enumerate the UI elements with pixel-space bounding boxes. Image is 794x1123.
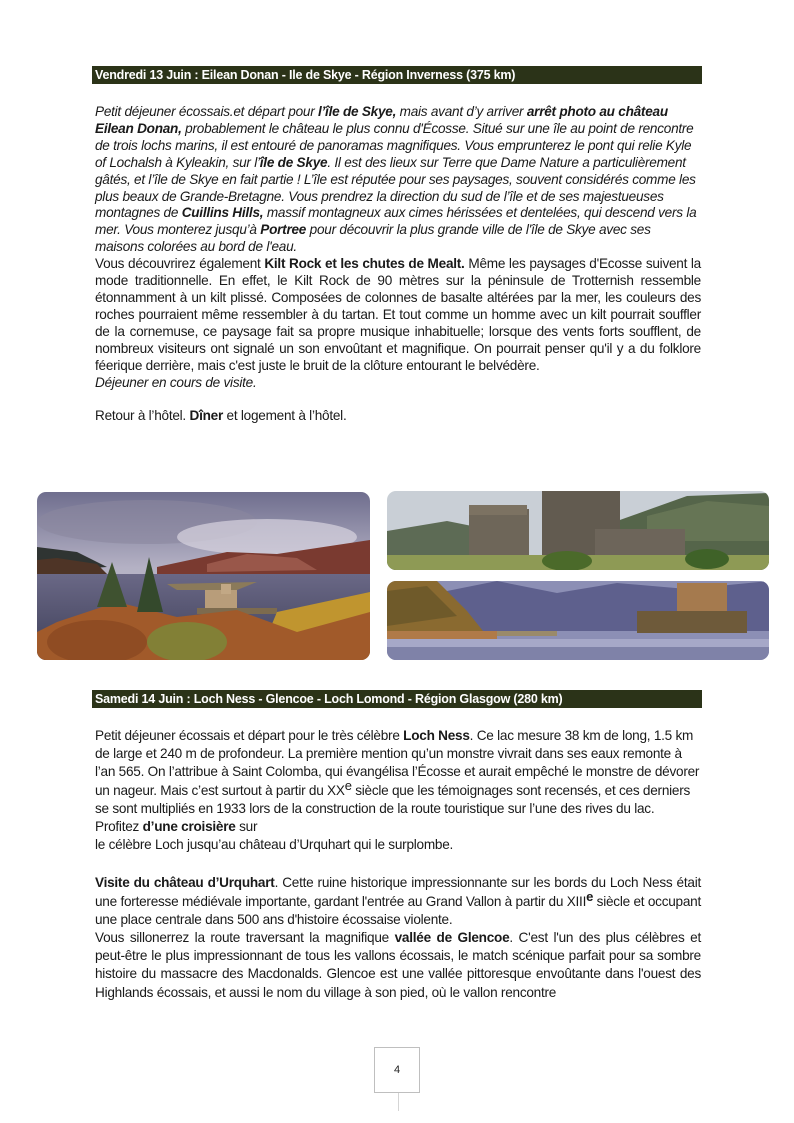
kilt-rock-paragraph: Vous découvrirez également Kilt Rock et les chutes de Mealt. Même les paysages d'Ecosse suivent la mode traditionnelle. En effet, le Kilt Rock de 90 mètres sur la péninsule de Trotternish ressemble étonnamment à un kilt plissé. Composées de colonnes de basalte altérées par la mer, les couleurs des roches pourraient même ressembler à du tartan. Et tout comme un homme avec un kilt pourrait souffler de la cornemuse, ce paysage fait sa propre musique inhabituelle; lorsque des vents forts soufflent, de nombreux visiteurs ont signalé un son envoûtant et magnifique. On pourrait penser qu'il y a du folklore féerique derrière, mais c'est juste le bruit de la clôture entourant le belvédère. xyxy=(95,256,701,373)
urquhart-paragraph: Visite du château d’Urquhart. Cette ruine historique impressionnante sur les bords du Loch Ness était une forteresse médiévale importante, gardant l'entrée au Grand Vallon à partir du XIIIe siècle et occupant une place centrale dans 500 ans d'histoire écossaise violente. xyxy=(95,875,702,927)
castle-image xyxy=(387,491,769,570)
highlight-urquhart: Visite du château d’Urquhart xyxy=(95,875,275,891)
page-number-line xyxy=(398,1093,399,1111)
day1-description xyxy=(95,104,701,425)
highlight-portree: Portree xyxy=(260,222,307,238)
highlight-diner: Dîner xyxy=(189,408,223,424)
photo-eilean-donan-loch xyxy=(37,492,370,660)
photo-eilean-donan-bridge xyxy=(387,581,769,660)
superscript: e xyxy=(344,777,352,793)
highlight-skye: l’île de Skye, xyxy=(318,104,397,119)
highlight-kilt-rock: Kilt Rock et les chutes de Mealt. xyxy=(264,256,465,272)
highlight-croisiere: d’une croisière xyxy=(142,819,236,835)
highlight-loch-ness: Loch Ness xyxy=(403,728,470,743)
highlight-glencoe: vallée de Glencoe xyxy=(394,930,510,946)
loch-ness-paragraph: Petit déjeuner écossais et départ pour le très célèbre Loch Ness. Ce lac mesure 38 km de long, 1.5 km de large et 240 m de profondeur. La première mention qu’un monstre vivrait dans ses eaux remonte à l’an 565. On l’attribue à Saint Colomba, qui évangélisa l’Écosse et aurait empêché le monstre de dévorer un nageur. Mais c’est surtout à partir du XXe siècle que les témoignages sont recensés, et ces derniers se sont multipliés en 1933 lors de la construction de la route touristique sur l’une des rives du lac. Profitez d’une croisière sur le célèbre Loch jusqu’au château d’Urquhart qui le surplombe. xyxy=(95,728,700,853)
page-number-box xyxy=(374,1047,420,1093)
photo-eilean-donan-walls xyxy=(387,491,769,570)
superscript: e xyxy=(586,888,594,904)
highlight-ile-de-skye: île de Skye xyxy=(259,154,328,170)
highlight-eilean-donan: arrêt photo au château Eilean Donan, xyxy=(95,104,668,136)
day-header-friday xyxy=(92,66,702,84)
day-header-text: Samedi 14 Juin : Loch Ness - Glencoe - Loch Lomond - Région Glasgow (280 km) xyxy=(95,692,563,706)
return-note: Retour à l’hôtel. Dîner et logement à l’hôtel. xyxy=(95,408,347,424)
highlight-cuillins: Cuillins Hills, xyxy=(181,205,264,221)
landscape-image xyxy=(37,492,370,660)
skye-paragraph: Petit déjeuner écossais.et départ pour l’île de Skye, mais avant d’y arriver arrêt photo au château Eilean Donan, probablement le château le plus connu d'Écosse. Situé sur une île au point de rencontre de trois lochs marins, il est entouré de panoramas magnifiques. Vous emprunterez le pont qui relie Kyle of Lochalsh à Kyleakin, sur l’île de Skye. Il est des lieux sur Terre que Dame Nature a particulièrement gâtés, et l’île de Skye en fait partie ! L’île est réputée pour ses paysages, souvent considérés comme les plus beaux de Grande-Bretagne. Vous prendrez la direction du sud de l’île et de ses majestueuses montagnes de Cuillins Hills, massif montagneux aux cimes hérissées et dentelées, qui descend vers la mer. Vous monterez jusqu’à Portree pour découvrir la plus grande ville de l'île de Skye avec ses maisons colorées au bord de l'eau. xyxy=(95,104,697,255)
glencoe-paragraph: Vous sillonerrez la route traversant la magnifique vallée de Glencoe. C'est l'un des plus célèbres et peut-être le plus impressionnant de tous les vallons écossais, le match scénique parfait pour sa sombre histoire du massacre des Macdonalds. Glencoe est une vallée pittoresque envoûtante dans l'ouest des Highlands écossais, et aussi le nom du village à son pied, où le vallon rencontre xyxy=(95,930,701,1000)
lunch-note: Déjeuner en cours de visite. xyxy=(95,374,257,390)
castle-bridge-image xyxy=(387,581,769,660)
day-header-saturday xyxy=(92,690,702,708)
page-number: 4 xyxy=(393,1064,401,1076)
day2-description xyxy=(95,727,701,1002)
day-header-text: Vendredi 13 Juin : Eilean Donan - Ile de Skye - Région Inverness (375 km) xyxy=(95,68,516,82)
